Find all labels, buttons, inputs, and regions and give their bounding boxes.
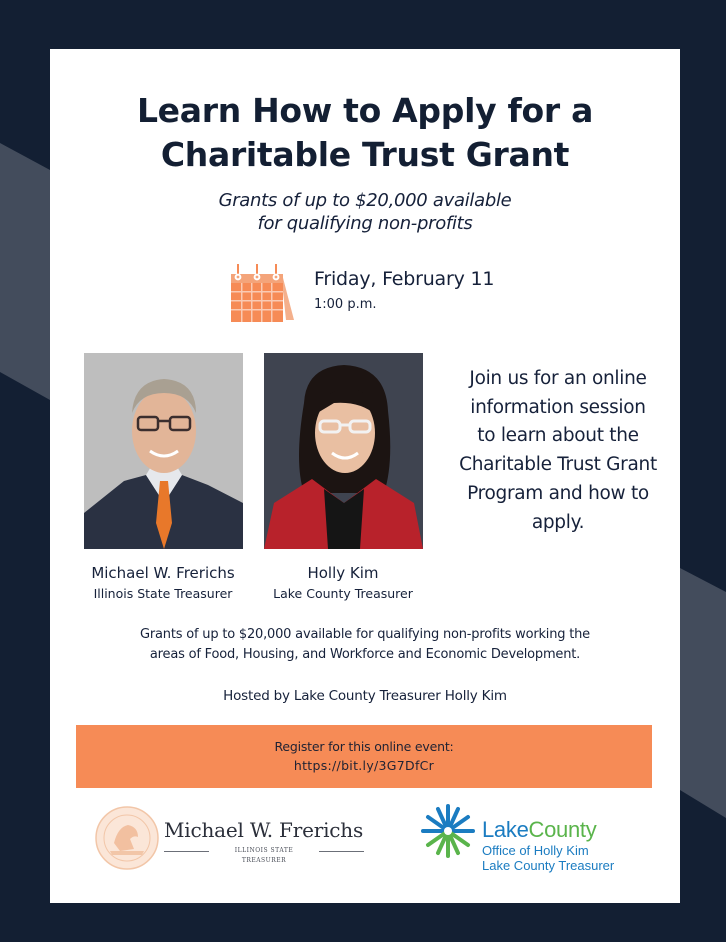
join-line: Charitable Trust Grant xyxy=(459,454,657,476)
lake-county-logo xyxy=(420,803,650,877)
event-time: 1:00 p.m. xyxy=(314,297,377,312)
photo-holly-kim xyxy=(264,353,423,549)
join-line: apply. xyxy=(531,511,585,533)
grants-line-1: Grants of up to $20,000 available for qualifying non-profits working the xyxy=(140,627,590,642)
lake-county-burst-icon xyxy=(420,803,476,859)
join-line: to learn about the xyxy=(477,425,639,447)
flyer-subtitle xyxy=(50,189,680,235)
register-label: Register for this online event: xyxy=(274,739,454,754)
grants-line-2: areas of Food, Housing, and Workforce and Economic Development. xyxy=(149,647,581,662)
register-banner[interactable] xyxy=(76,725,652,788)
join-line: Join us for an online xyxy=(469,368,647,389)
calendar-icon xyxy=(228,262,294,324)
join-description xyxy=(438,365,678,537)
flyer-card xyxy=(50,49,680,903)
state-seal-icon xyxy=(94,805,160,871)
subtitle-line-1: Grants of up to $20,000 available xyxy=(218,190,512,211)
speaker-role: Lake County Treasurer xyxy=(273,586,413,601)
lake-county-role: Lake County Treasurer xyxy=(482,858,615,873)
photo-michael-frerichs xyxy=(84,353,243,549)
frerichs-subtitle-text: ILLINOIS STATE TREASURER xyxy=(234,847,294,864)
frerichs-logo-name: Michael W. Frerichs xyxy=(164,818,364,842)
event-date: Friday, February 11 xyxy=(314,268,495,290)
lake-county-brand xyxy=(482,817,596,843)
join-line: Program and how to xyxy=(467,482,649,504)
subtitle-line-2: for qualifying non-profits xyxy=(257,213,473,234)
brand-county: County xyxy=(528,817,597,842)
speaker-name: Holly Kim xyxy=(307,564,379,582)
brand-lake: Lake xyxy=(482,817,529,842)
speaker-name: Michael W. Frerichs xyxy=(91,564,235,582)
title-line-1: Learn How to Apply for a xyxy=(136,91,594,130)
register-link[interactable]: https://bit.ly/3G7DfCr xyxy=(293,758,435,773)
title-line-2: Charitable Trust Grant xyxy=(160,135,570,174)
lake-county-office: Office of Holly Kim xyxy=(482,843,589,858)
hosted-by: Hosted by Lake County Treasurer Holly Kim xyxy=(223,688,507,704)
grants-description xyxy=(50,625,680,665)
join-line: information session xyxy=(470,396,646,418)
treasurer-logo-frerichs xyxy=(94,805,374,875)
flyer-title xyxy=(50,89,680,177)
frerichs-logo-subtitle xyxy=(164,846,364,864)
speaker-role: Illinois State Treasurer xyxy=(93,586,233,601)
